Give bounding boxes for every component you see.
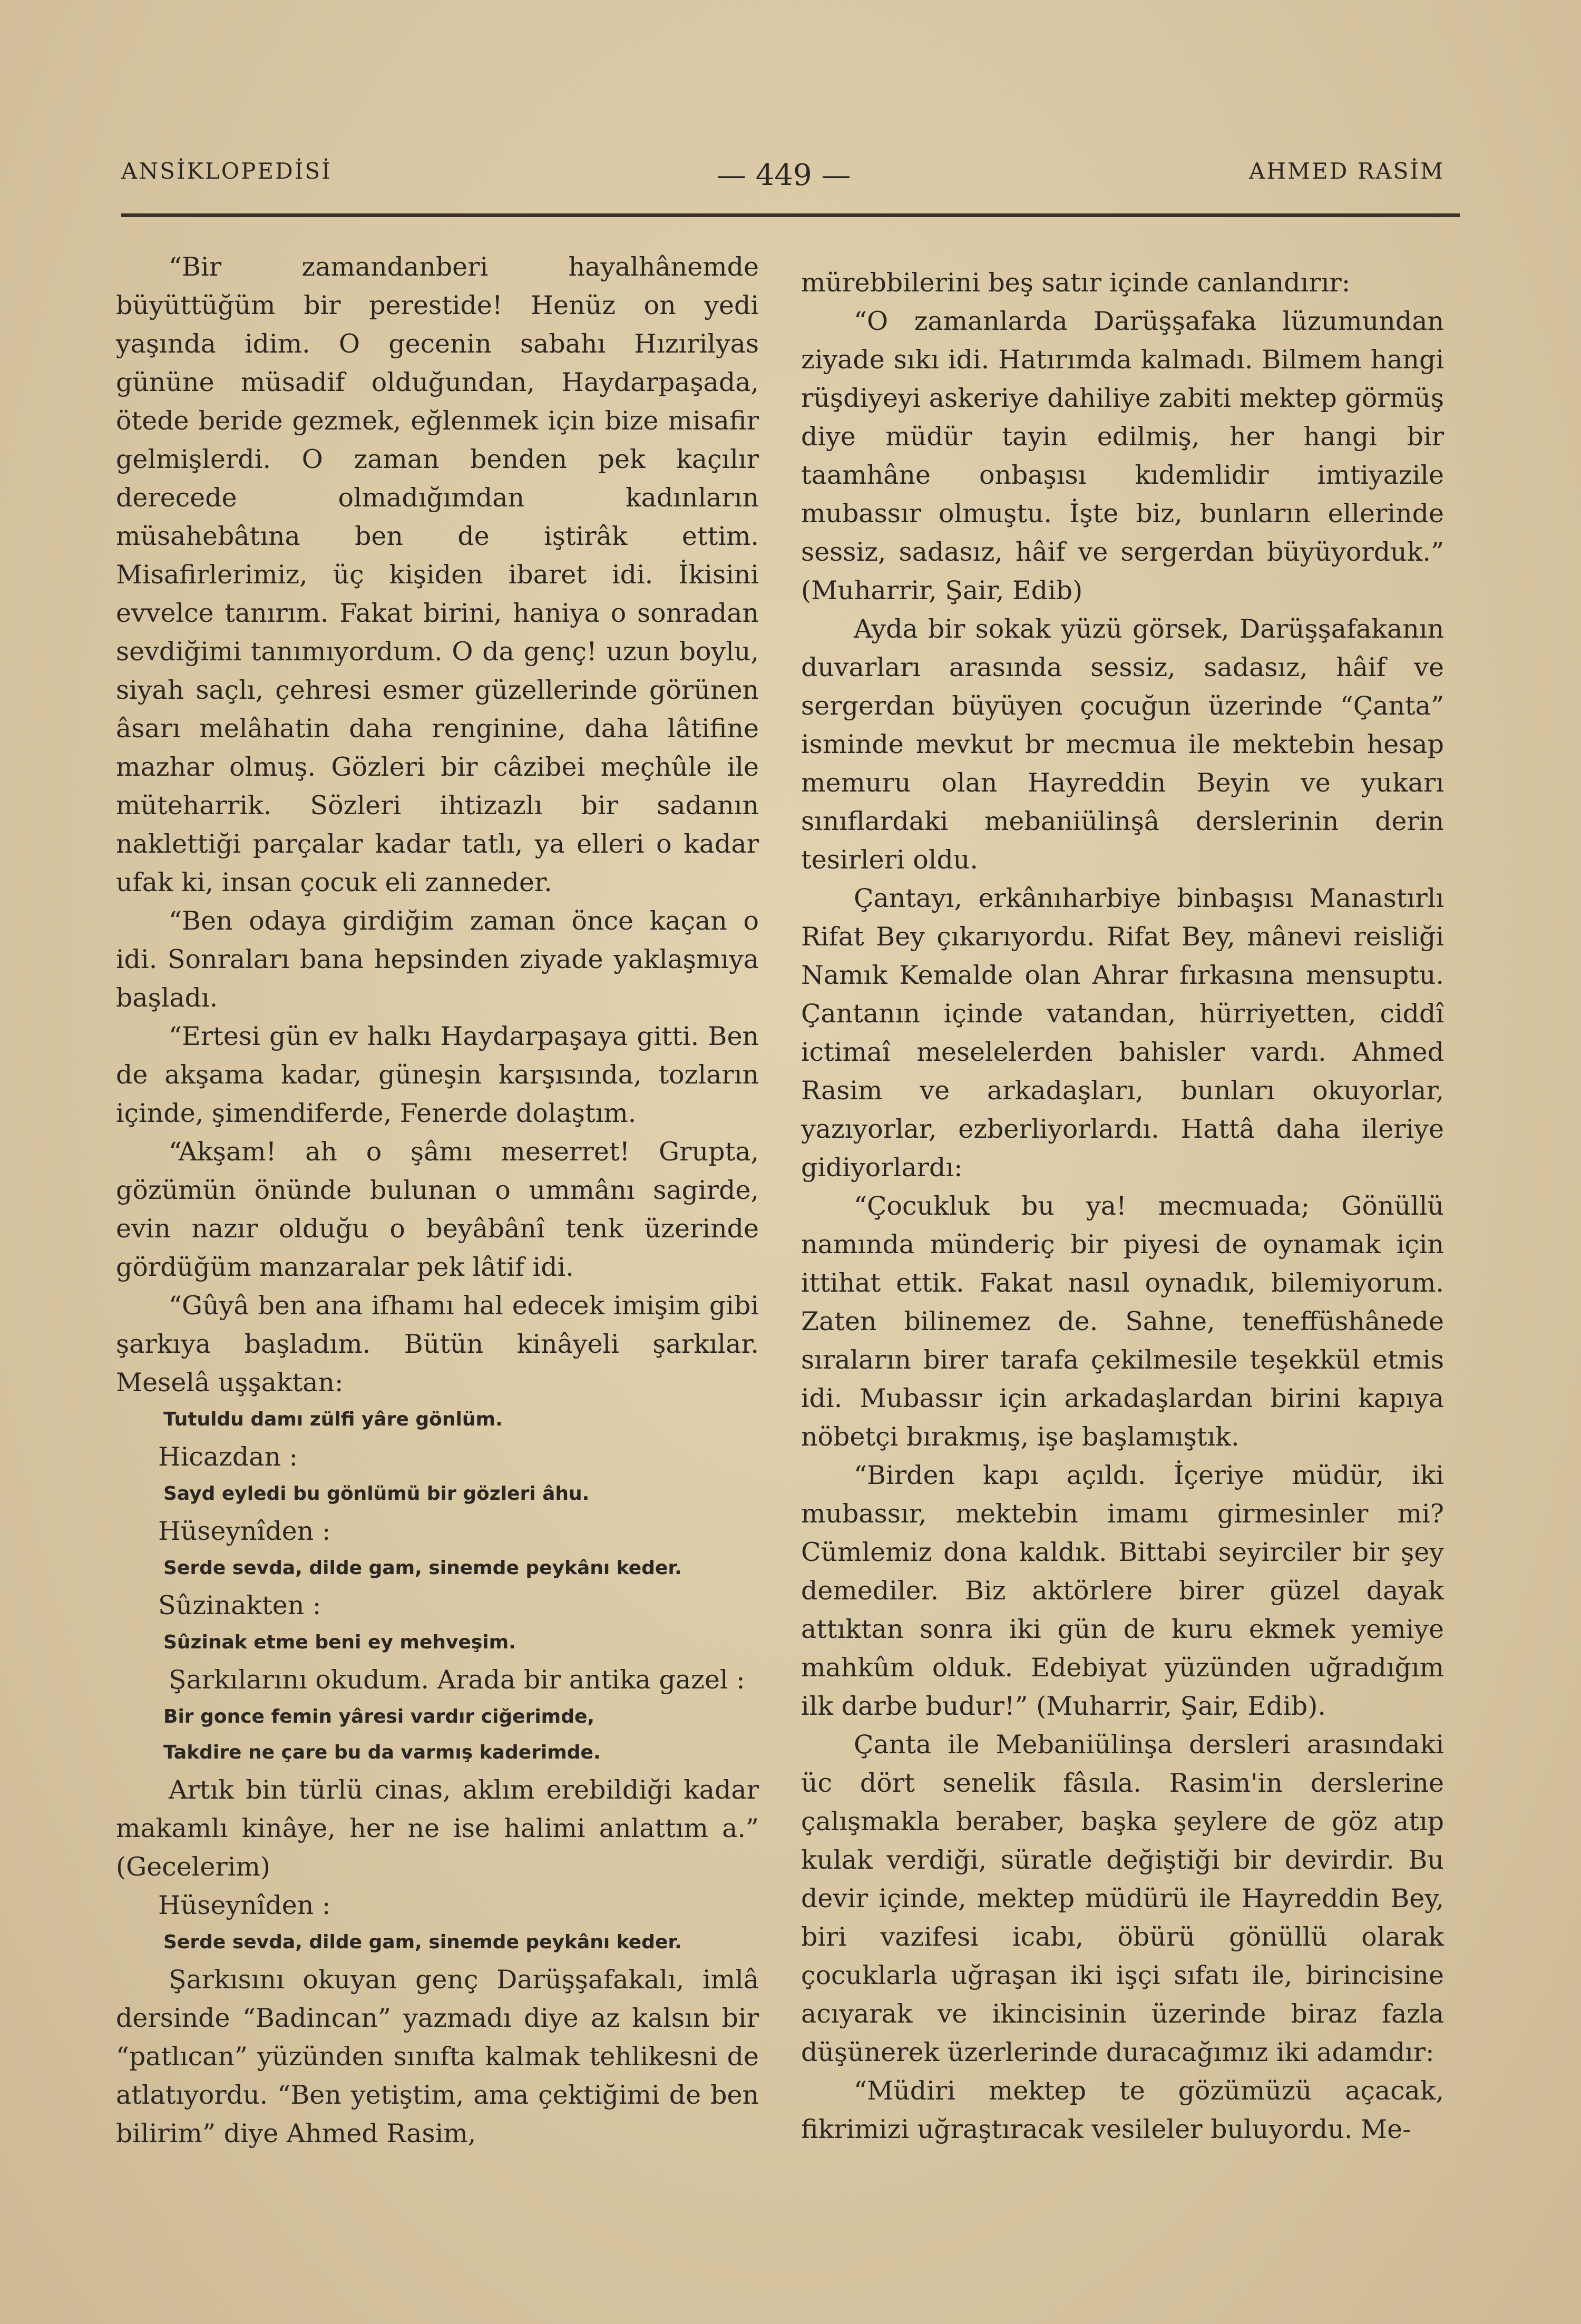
paragraph: “Ben odaya girdiğim zaman önce kaçan o idi. Sonraları bana hepsinden ziyade yaklaşmıya başladı. bbox=[116, 906, 759, 1013]
paragraph: “Müdiri mektep te gözümüzü açacak, fikrimizi uğraştıracak vesileler buluyordu. Me- bbox=[801, 2076, 1444, 2144]
verse-line: Sayd eyledi bu gönlümü bir gözleri âhu. bbox=[163, 1483, 590, 1505]
paragraph: Ayda bir sokak yüzü görsek, Darüşşafakanın duvarları arasında sessiz, sadasız, hâif ve sergerdan büyüyen çocuğun üzerinde “Çanta” isminde mevkut br mecmua ile mektebin hesap memuru olan Hayreddin Beyin ve yukarı sınıflardaki mebaniülinşâ derslerinin derin tesirleri oldu. bbox=[801, 614, 1444, 875]
makam-label: Hüseynîden : bbox=[158, 1890, 331, 1920]
paragraph: Şarkılarını okudum. Arada bir antika gazel : bbox=[169, 1665, 745, 1695]
running-header-left: ANSİKLOPEDİSİ bbox=[121, 158, 332, 184]
left-column bbox=[116, 248, 759, 2153]
paragraph: “Birden kapı açıldı. İçeriye müdür, iki mubassır, mektebin imamı girmesinler mi? Cümlemiz dona kaldık. Bittabi seyirciler bir şey demediler. Biz aktörlere birer güzel dayak attıktan sonra iki gün de kuru ekmek yemiye mahkûm olduk. Edebiyat yüzünden uğradığım ilk darbe budur!” (Muharrir, Şair, Edib). bbox=[801, 1460, 1444, 1721]
paragraph: “Akşam! ah o şâmı meserret! Grupta, gözümün önünde bulunan o ummânı sagirde, evin nazır olduğu o beyâbânî tenk üzerinde gördüğüm manzaralar pek lâtif idi. bbox=[116, 1137, 759, 1282]
verse-line: Serde sevda, dilde gam, sinemde peykânı keder. bbox=[163, 1557, 682, 1579]
paragraph: “Çocukluk bu ya! mecmuada; Gönüllü namında münderiç bir piyesi de oynamak için ittihat ettik. Fakat nasıl oynadık, bilemiyorum. Zaten bilinemez de. Sahne, teneffüshânede sıraların birer tarafa çekilmesile teşekkül etmis idi. Mubassır için arkadaşlardan birini kapıya nöbetçi bırakmış, işe başlamıştık. bbox=[801, 1191, 1444, 1452]
paragraph: Artık bin türlü cinas, aklım erebildiği kadar makamlı kinâye, her ne ise halimi anlattım a.” (Gecelerim) bbox=[116, 1775, 759, 1882]
makam-label: Sûzinakten : bbox=[158, 1590, 321, 1620]
paragraph: Çanta ile Mebaniülinşa dersleri arasındaki üc dört senelik fâsıla. Rasim'in derslerine çalışmakla beraber, başka şeylere de göz atıp kulak verdiği, süratle değiştiği bir devirdir. Bu devir içinde, mektep müdürü ile Hayreddin Bey, biri vazifesi icabı, öbürü gönüllü olarak çocuklarla uğraşan iki işçi sıfatı ile, birincisine acıyarak ve ikincisinin üzerinde biraz fazla düşünerek üzerlerinde duracağımız iki adamdır: bbox=[801, 1730, 1444, 2067]
paragraph: mürebbilerini beş satır içinde canlandırır: bbox=[801, 268, 1351, 298]
verse-line: Serde sevda, dilde gam, sinemde peykânı keder. bbox=[163, 1931, 682, 1953]
paragraph: “Ertesi gün ev halkı Haydarpaşaya gitti. Ben de akşama kadar, güneşin karşısında, tozların içinde, şimendiferde, Fenerde dolaştım. bbox=[116, 1021, 759, 1128]
paragraph: Çantayı, erkânıharbiye binbaşısı Manastırlı Rifat Bey çıkarıyordu. Rifat Bey, mânevi reisliği Namık Kemalde olan Ahrar fırkasına mensuptu. Çantanın içinde vatandan, hürriyetten, ciddî ictimaî meselelerden bahisler vardı. Ahmed Rasim ve arkadaşları, bunları okuyorlar, yazıyorlar, ezberliyorlardı. Hattâ daha ileriye gidiyorlardı: bbox=[801, 883, 1444, 1183]
paragraph: “Gûyâ ben ana ifhamı hal edecek imişim gibi şarkıya başladım. Bütün kinâyeli şarkılar. Meselâ uşşaktan: bbox=[116, 1291, 759, 1398]
header-rule bbox=[121, 213, 1460, 217]
page-number: — 449 — bbox=[717, 158, 851, 192]
verse-line: Sûzinak etme beni ey mehveşim. bbox=[163, 1632, 516, 1653]
running-header-right: AHMED RASİM bbox=[1249, 158, 1445, 184]
paragraph: “Bir zamandanberi hayalhânemde büyüttüğüm bir perestide! Henüz on yedi yaşında idim. O gecenin sabahı Hızırilyas gününe müsadif olduğundan, Haydarpaşada, ötede beride gezmek, eğlenmek için bize misafir gelmişlerdi. O zaman benden pek kaçılır derecede olmadığımdan kadınların müsahebâtına ben de iştirâk ettim. Misafirlerimiz, üç kişiden ibaret idi. İkisini evvelce tanırım. Fakat birini, haniya o sonradan sevdiğimi tanımıyordum. O da genç! uzun boylu, siyah saçlı, çehresi esmer güzellerinde görünen âsarı melâhatin daha renginine, daha lâtifine mazhar olmuş. Gözleri bir câzibei meçhûle ile müteharrik. Sözleri ihtizazlı bir sadanın naklettiği parçalar kadar tatlı, ya elleri o kadar ufak ki, insan çocuk eli zanneder. bbox=[116, 252, 759, 897]
right-column bbox=[801, 263, 1444, 2149]
paragraph: “O zamanlarda Darüşşafaka lüzumundan ziyade sıkı idi. Hatırımda kalmadı. Bilmem hangi rüşdiyeyi askeriye dahiliye zabiti mektep görmüş diye müdür tayin edilmiş, her hangi bir taamhâne onbaşısı kıdemlidir imtiyazile mubassır olmuştu. İşte biz, bunların ellerinde sessiz, sadasız, hâif ve sergerdan büyüyorduk.” (Muharrir, Şair, Edib) bbox=[801, 306, 1444, 606]
verse-line: Bir gonce femin yâresi vardır ciğerimde, bbox=[163, 1706, 595, 1727]
verse-line: Tutuldu damı zülfi yâre gönlüm. bbox=[163, 1409, 503, 1430]
makam-label: Hicazdan : bbox=[158, 1442, 298, 1472]
makam-label: Hüseynîden : bbox=[158, 1516, 331, 1546]
verse-line: Takdire ne çare bu da varmış kaderimde. bbox=[163, 1742, 601, 1763]
paragraph: Şarkısını okuyan genç Darüşşafakalı, imlâ dersinde “Badincan” yazmadı diye az kalsın bir “patlıcan” yüzünden sınıfta kalmak tehlikesni de atlatıyordu. “Ben yetiştim, ama çektiğimi de ben bilirim” diye Ahmed Rasim, bbox=[116, 1965, 759, 2149]
